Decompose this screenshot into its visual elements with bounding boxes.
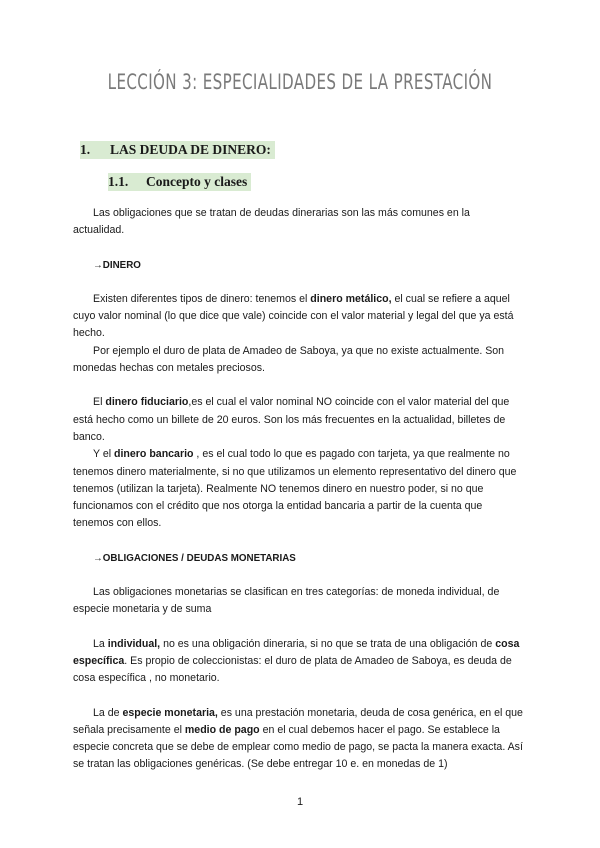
section-number: 1. [80, 142, 91, 157]
section-heading-1 [80, 141, 275, 159]
subsection-number: 1.1. [108, 174, 129, 189]
obligaciones-heading: →OBLIGACIONES / DEUDAS MONETARIAS [93, 552, 296, 564]
paragraph-especie-monetaria: La de especie monetaria, es una prestación monetaria, deuda de cosa genérica, en el que señala precisamente el medio de pago en el cual debemos hacer el pago. Se establece la especie concreta que se debe de emplear como medio de pago, se pacta la manera exacta. Así se tratan las obligaciones genéricas. (Se debe entregar 10 e. en monedas de 1) [73, 706, 523, 771]
paragraph-dinero-bancario: Y el dinero bancario , es el cual todo lo que es pagado con tarjeta, ya que realmente no tenemos dinero materialmente, si no que utilizamos un elemento representativo del dinero que tenemos (utilizan la tarjeta). Realmente NO tenemos dinero en nuestro poder, si no que funcionamos con el crédito que nos otorga la entidad bancaria a partir de la cuenta que tenemos con ellos. [73, 448, 517, 530]
subsection-label: Concepto y clases [146, 174, 248, 189]
section-label: LAS DEUDA DE DINERO: [110, 142, 271, 157]
page-number: 1 [296, 796, 304, 808]
paragraph-dinero-metalico: Existen diferentes tipos de dinero: tenemos el dinero metálico, el cual se refiere a aquel cuyo valor nominal (lo que dice que vale) coincide con el valor material y legal del que ya está hecho. [73, 292, 514, 340]
document-body [73, 205, 523, 774]
dinero-heading: →DINERO [93, 259, 141, 271]
paragraph-intro: Las obligaciones que se tratan de deudas dinerarias son las más comunes en la actualidad. [73, 207, 470, 237]
paragraph-individual: La individual, no es una obligación dineraria, si no que se trata de una obligación de cosa específica. Es propio de coleccionistas: el duro de plata de Amadeo de Saboya, es deuda de cosa específica , no monetario. [73, 637, 520, 685]
paragraph-ejemplo: Por ejemplo el duro de plata de Amadeo de Saboya, ya que no existe actualmente. Son monedas hechas con metales preciosos. [73, 344, 505, 375]
paragraph-clasificacion: Las obligaciones monetarias se clasifican en tres categorías: de moneda individual, de especie monetaria y de suma [73, 586, 500, 616]
paragraph-dinero-fiduciario: El dinero fiduciario,es el cual el valor nominal NO coincide con el valor material del que está hecho como un billete de 20 euros. Son los más frecuentes en la actualidad, billetes de banco. [73, 396, 510, 443]
subsection-heading-1-1 [108, 173, 251, 191]
page-title: LECCIÓN 3: ESPECIALIDADES DE LA PRESTACIÓN [107, 70, 493, 94]
